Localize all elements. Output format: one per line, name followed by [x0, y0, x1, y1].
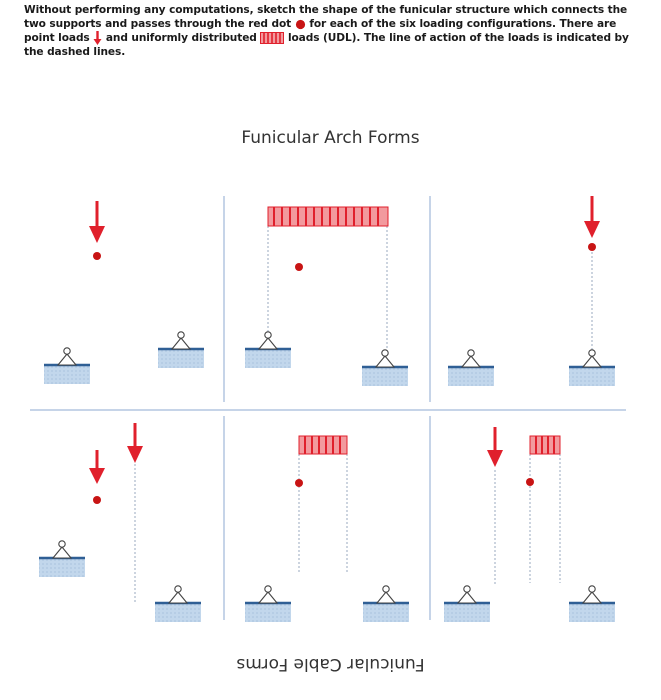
- red-dot-bottom-left: [93, 496, 101, 504]
- pin-support-icon: [569, 350, 615, 386]
- lines-of-action: [135, 226, 592, 603]
- panel-dividers: [30, 196, 626, 620]
- point-load-top-left: [89, 201, 105, 243]
- udl-loads: [268, 207, 560, 454]
- pin-support-icon: [569, 586, 615, 622]
- pin-support-icon: [155, 586, 201, 622]
- pin-support-icon: [158, 332, 204, 368]
- point-load-bottom-left-b: [127, 423, 143, 463]
- red-dot-top-left: [93, 252, 101, 260]
- cable-forms-title: Funicular Cable Forms: [236, 654, 425, 674]
- pin-support-icon: [448, 350, 494, 386]
- red-dot-bottom-middle: [295, 479, 303, 487]
- point-load-top-right: [584, 196, 600, 238]
- arch-forms-title: Funicular Arch Forms: [241, 128, 420, 148]
- point-load-bottom-left-a: [89, 450, 105, 484]
- instructions-part-3: and uniformly distributed: [105, 32, 257, 44]
- udl-bottom-right: [530, 436, 560, 454]
- pin-support-icon: [39, 541, 85, 577]
- instructions-part-1: Without performing any computations, sketch the shape of the funicular structure which connects the two supports and passes through the red dot: [24, 4, 628, 30]
- instructions-part-4: loads (UDL). The line of action of the loads is indicated by the dashed lines.: [24, 32, 629, 58]
- pin-support-icon: [444, 586, 490, 622]
- red-dots: [93, 243, 596, 504]
- udl-top-middle: [268, 207, 388, 226]
- pin-support-icon: [245, 332, 291, 368]
- instructions-part-2: for each of the six loading configurations. There are point loads: [24, 18, 617, 44]
- pin-support-icon: [44, 348, 90, 384]
- udl-bottom-middle: [299, 436, 347, 454]
- supports: [39, 332, 615, 622]
- red-dot-top-right: [588, 243, 596, 251]
- red-dot-top-middle: [295, 263, 303, 271]
- red-dot-bottom-right: [526, 478, 534, 486]
- pin-support-icon: [363, 586, 409, 622]
- pin-support-icon: [362, 350, 408, 386]
- point-load-bottom-right: [487, 427, 503, 467]
- pin-support-icon: [245, 586, 291, 622]
